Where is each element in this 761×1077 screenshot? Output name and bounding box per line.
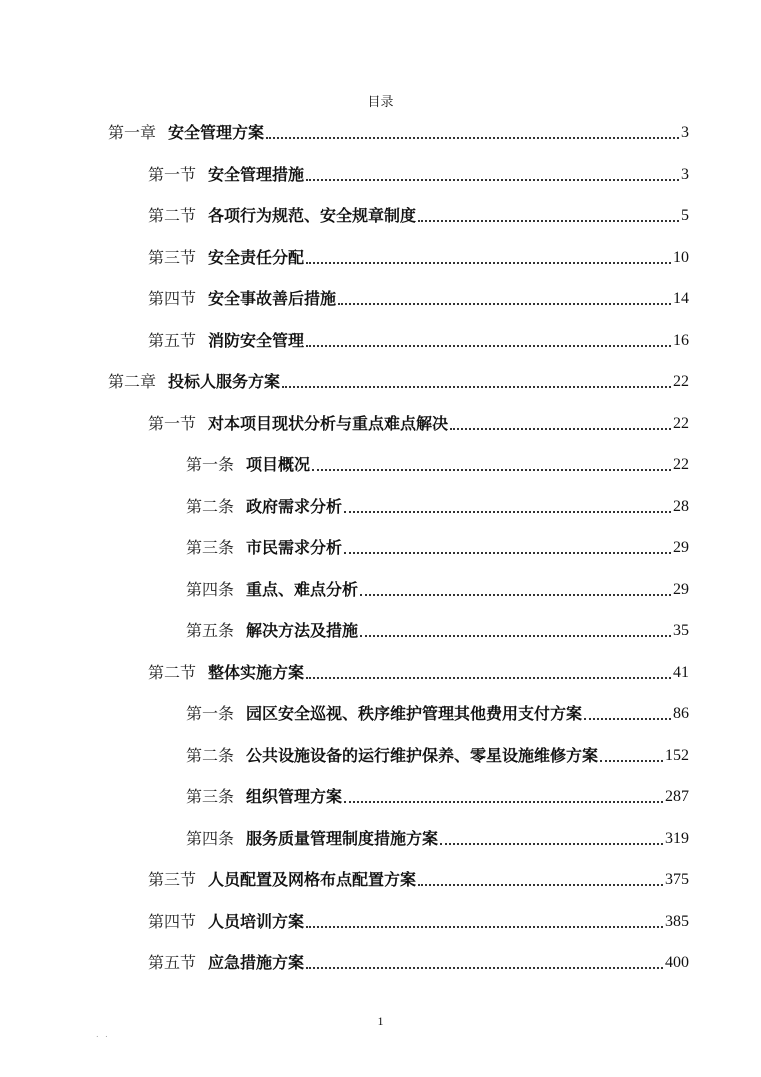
toc-entry-number: 第一章 <box>108 123 157 142</box>
toc-entry[interactable] <box>148 903 689 933</box>
toc-entry-page: 319 <box>665 830 689 847</box>
toc-entry-label: 项目概况 <box>246 455 311 474</box>
toc-leader-dots <box>344 511 671 513</box>
toc-entry-page: 10 <box>673 249 689 266</box>
toc-entry[interactable] <box>186 695 689 725</box>
toc-entry-number: 第二节 <box>148 663 197 682</box>
toc-entry-page: 29 <box>673 581 689 598</box>
toc-entry-number: 第三节 <box>148 248 197 267</box>
toc-entry[interactable] <box>186 446 689 476</box>
toc-entry-number: 第二节 <box>148 206 197 225</box>
toc-entry-label: 整体实施方案 <box>208 663 305 682</box>
toc-entry-page: 3 <box>681 124 689 141</box>
toc-leader-dots <box>344 801 663 803</box>
toc-entry-label: 政府需求分析 <box>246 497 343 516</box>
toc-entry[interactable] <box>148 322 689 352</box>
toc-entry-page: 22 <box>673 415 689 432</box>
toc-entry-page: 29 <box>673 539 689 556</box>
toc-entry[interactable] <box>148 654 689 684</box>
toc-leader-dots <box>600 760 663 762</box>
toc-entry[interactable] <box>148 280 689 310</box>
toc-leader-dots <box>312 469 671 471</box>
toc-entry-number: 第五节 <box>148 331 197 350</box>
toc-entry-page: 28 <box>673 498 689 515</box>
toc-entry-number: 第四节 <box>148 289 197 308</box>
toc-entry-label: 人员配置及网格布点配置方案 <box>208 870 417 889</box>
toc-leader-dots <box>418 884 663 886</box>
toc-entry-number: 第二条 <box>186 746 235 765</box>
toc-entry-label: 解决方法及措施 <box>246 621 359 640</box>
toc-entry[interactable] <box>148 197 689 227</box>
toc-entry[interactable] <box>148 156 689 186</box>
toc-entry-label: 市民需求分析 <box>246 538 343 557</box>
toc-entry-page: 14 <box>673 290 689 307</box>
toc-entry-number: 第五条 <box>186 621 235 640</box>
toc-entry[interactable] <box>186 488 689 518</box>
toc-entry-label: 组织管理方案 <box>246 787 343 806</box>
toc-leader-dots <box>306 179 679 181</box>
toc-leader-dots <box>338 303 671 305</box>
toc-entry-page: 152 <box>665 747 689 764</box>
toc-entry-label: 重点、难点分析 <box>246 580 359 599</box>
toc-entry-label: 各项行为规范、安全规章制度 <box>208 206 417 225</box>
toc-entry-number: 第一条 <box>186 455 235 474</box>
toc-entry-label: 对本项目现状分析与重点难点解决 <box>208 414 449 433</box>
toc-entry[interactable] <box>186 778 689 808</box>
toc-entry-label: 应急措施方案 <box>208 953 305 972</box>
toc-entry-number: 第一节 <box>148 414 197 433</box>
toc-entry-page: 22 <box>673 456 689 473</box>
toc-entry[interactable] <box>186 737 689 767</box>
toc-entry-page: 35 <box>673 622 689 639</box>
toc-entry-page: 385 <box>665 913 689 930</box>
toc-entry-number: 第三节 <box>148 870 197 889</box>
toc-entry-number: 第四条 <box>186 580 235 599</box>
toc-entry-page: 375 <box>665 871 689 888</box>
toc-leader-dots <box>282 386 671 388</box>
toc-entry-number: 第二章 <box>108 372 157 391</box>
toc-entry-label: 公共设施设备的运行维护保养、零星设施维修方案 <box>246 746 599 765</box>
toc-leader-dots <box>306 926 663 928</box>
toc-leader-dots <box>450 428 671 430</box>
toc-entry-label: 消防安全管理 <box>208 331 305 350</box>
toc-entry[interactable] <box>148 239 689 269</box>
toc-leader-dots <box>440 843 663 845</box>
toc-entry-page: 41 <box>673 664 689 681</box>
toc-entry-page: 16 <box>673 332 689 349</box>
toc-entry[interactable] <box>186 571 689 601</box>
toc-leader-dots <box>584 718 671 720</box>
toc-entry[interactable] <box>108 363 689 393</box>
toc-entry[interactable] <box>108 114 689 144</box>
toc-entry-number: 第三条 <box>186 538 235 557</box>
toc-leader-dots <box>344 552 671 554</box>
toc-entry[interactable] <box>148 405 689 435</box>
toc-entry-page: 86 <box>673 705 689 722</box>
corner-mark: . . <box>96 1030 110 1039</box>
toc-entry[interactable] <box>186 820 689 850</box>
toc-leader-dots <box>266 137 679 139</box>
toc-leader-dots <box>306 345 671 347</box>
toc-entry-label: 服务质量管理制度措施方案 <box>246 829 439 848</box>
toc-entry[interactable] <box>148 861 689 891</box>
toc-entry-label: 安全管理措施 <box>208 165 305 184</box>
toc-leader-dots <box>306 967 663 969</box>
toc-entry-number: 第二条 <box>186 497 235 516</box>
toc-entry-label: 安全管理方案 <box>168 123 265 142</box>
toc-entry-page: 287 <box>665 788 689 805</box>
toc-entry-number: 第五节 <box>148 953 197 972</box>
toc-entry-number: 第三条 <box>186 787 235 806</box>
toc-entry-page: 22 <box>673 373 689 390</box>
toc-entry-number: 第四条 <box>186 829 235 848</box>
toc-entry-number: 第四节 <box>148 912 197 931</box>
toc-entry-page: 3 <box>681 166 689 183</box>
toc-entry-label: 安全事故善后措施 <box>208 289 337 308</box>
toc-entry[interactable] <box>148 944 689 974</box>
toc-leader-dots <box>306 262 671 264</box>
toc-entry[interactable] <box>186 529 689 559</box>
toc-entry-label: 园区安全巡视、秩序维护管理其他费用支付方案 <box>246 704 583 723</box>
toc-entry-label: 投标人服务方案 <box>168 372 281 391</box>
toc-entry[interactable] <box>186 612 689 642</box>
toc-entry-label: 人员培训方案 <box>208 912 305 931</box>
page-title: 目录 <box>367 95 394 110</box>
toc-leader-dots <box>418 220 679 222</box>
toc-entry-number: 第一节 <box>148 165 197 184</box>
toc-entry-number: 第一条 <box>186 704 235 723</box>
toc-entry-page: 5 <box>681 207 689 224</box>
page-number: 1 <box>377 1014 384 1028</box>
toc-leader-dots <box>306 677 671 679</box>
toc-entry-page: 400 <box>665 954 689 971</box>
toc-entry-label: 安全责任分配 <box>208 248 305 267</box>
toc-leader-dots <box>360 594 671 596</box>
toc-leader-dots <box>360 635 671 637</box>
